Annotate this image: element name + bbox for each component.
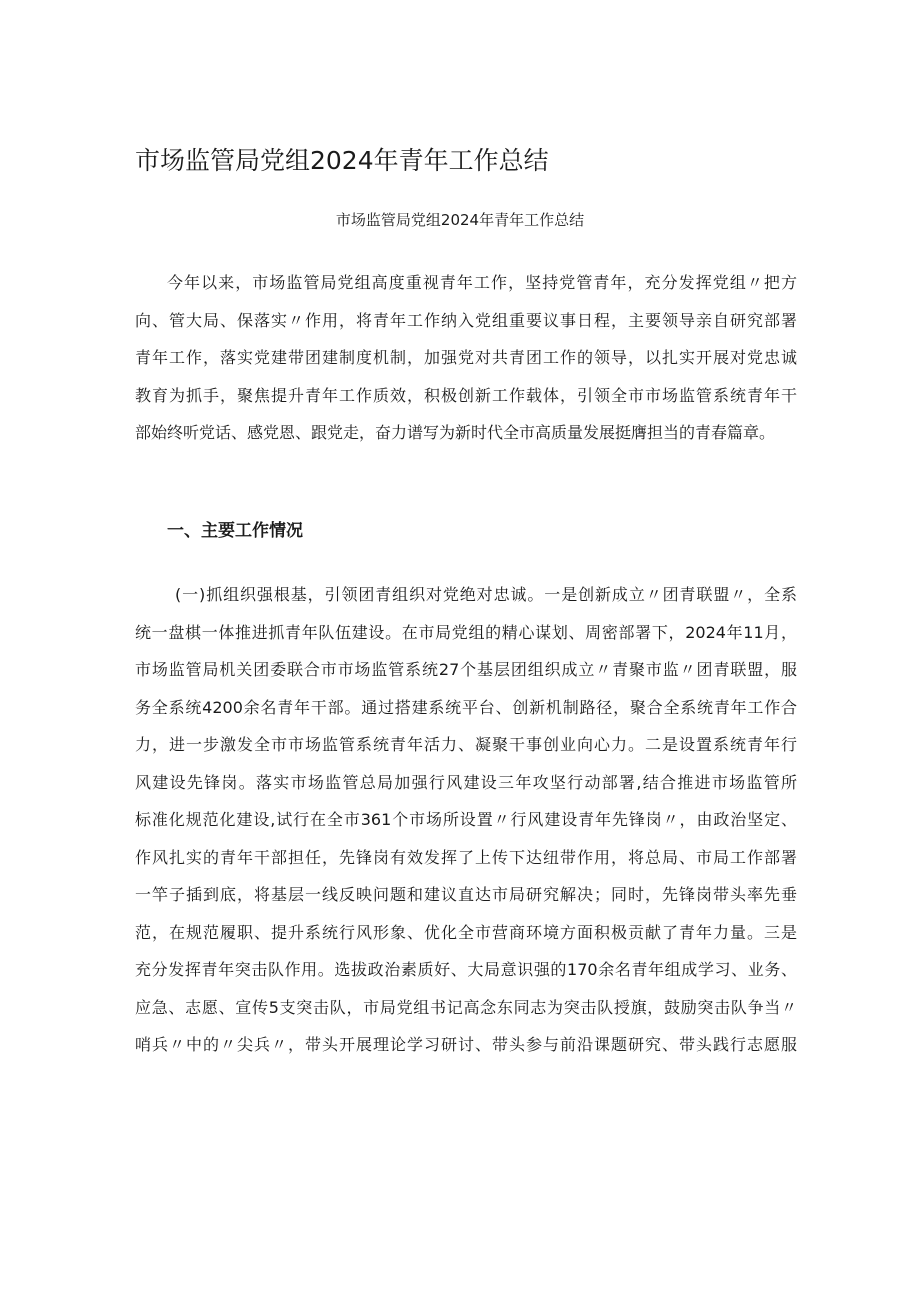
intro-line: 向、管大局、保落实〃作用，将青年工作纳入党组重要议事日程，主要领导亲自研究部署: [135, 310, 797, 330]
section1-paragraph: [135, 576, 797, 1064]
document-title: 市场监管局党组2024年青年工作总结: [135, 146, 549, 175]
document-subtitle: 市场监管局党组2024年青年工作总结: [335, 211, 585, 229]
intro-line: 今年以来，市场监管局党组高度重视青年工作，坚持党管青年，充分发挥党组〃把方: [167, 273, 797, 292]
section-heading: 一、主要工作情况: [167, 521, 303, 541]
section1-line: 作风扎实的青年干部担任，先锋岗有效发挥了上传下达纽带作用，将总局、市局工作部署: [135, 847, 797, 867]
section1-line: 范，在规范履职、提升系统行风形象、优化全市营商环境方面积极贡献了青年力量。三是: [135, 922, 797, 942]
section1-line: 统一盘棋一体推进抓青年队伍建设。在市局党组的精心谋划、周密部署下，2024年11月，: [135, 622, 797, 642]
section1-line: 一竿子插到底，将基层一线反映问题和建议直达市局研究解决；同时，先锋岗带头率先垂: [135, 885, 797, 904]
section1-line: 应急、志愿、宣传5支突击队，市局党组书记高念东同志为突击队授旗，鼓励突击队争当〃: [135, 997, 797, 1017]
section1-line: 风建设先锋岗。落实市场监管总局加强行风建设三年攻坚行动部署,结合推进市场监管所: [135, 772, 797, 792]
section1-line: 哨兵〃中的〃尖兵〃，带头开展理论学习研讨、带头参与前沿课题研究、带头践行志愿服: [135, 1035, 797, 1054]
section1-line: 市场监管局机关团委联合市市场监管系统27个基层团组织成立〃青聚市监〃团青联盟，服: [135, 660, 797, 679]
section1-line: 标准化规范化建设,试行在全市361个市场所设置〃行风建设青年先锋岗〃，由政治坚定、: [135, 810, 797, 829]
intro-paragraph: [135, 264, 797, 452]
section1-line: (一)抓组织强根基，引领团青组织对党绝对忠诚。一是创新成立〃团青联盟〃，全系: [175, 585, 797, 604]
intro-line: 部始终听党话、感党恩、跟党走，奋力谱写为新时代全市高质量发展挺膺担当的青春篇章。: [135, 423, 776, 442]
section1-line: 力，进一步激发全市市场监管系统青年活力、凝聚干事创业向心力。二是设置系统青年行: [135, 735, 797, 754]
intro-line: 青年工作，落实党建带团建制度机制，加强党对共青团工作的领导，以扎实开展对党忠诚: [135, 348, 797, 367]
section1-line: 充分发挥青年突击队作用。选拔政治素质好、大局意识强的170余名青年组成学习、业务、: [135, 960, 797, 979]
intro-line: 教育为抓手，聚焦提升青年工作质效，积极创新工作载体，引领全市市场监管系统青年干: [135, 385, 797, 405]
section1-line: 务全系统4200余名青年干部。通过搭建系统平台、创新机制路径，聚合全系统青年工作合: [135, 697, 797, 717]
